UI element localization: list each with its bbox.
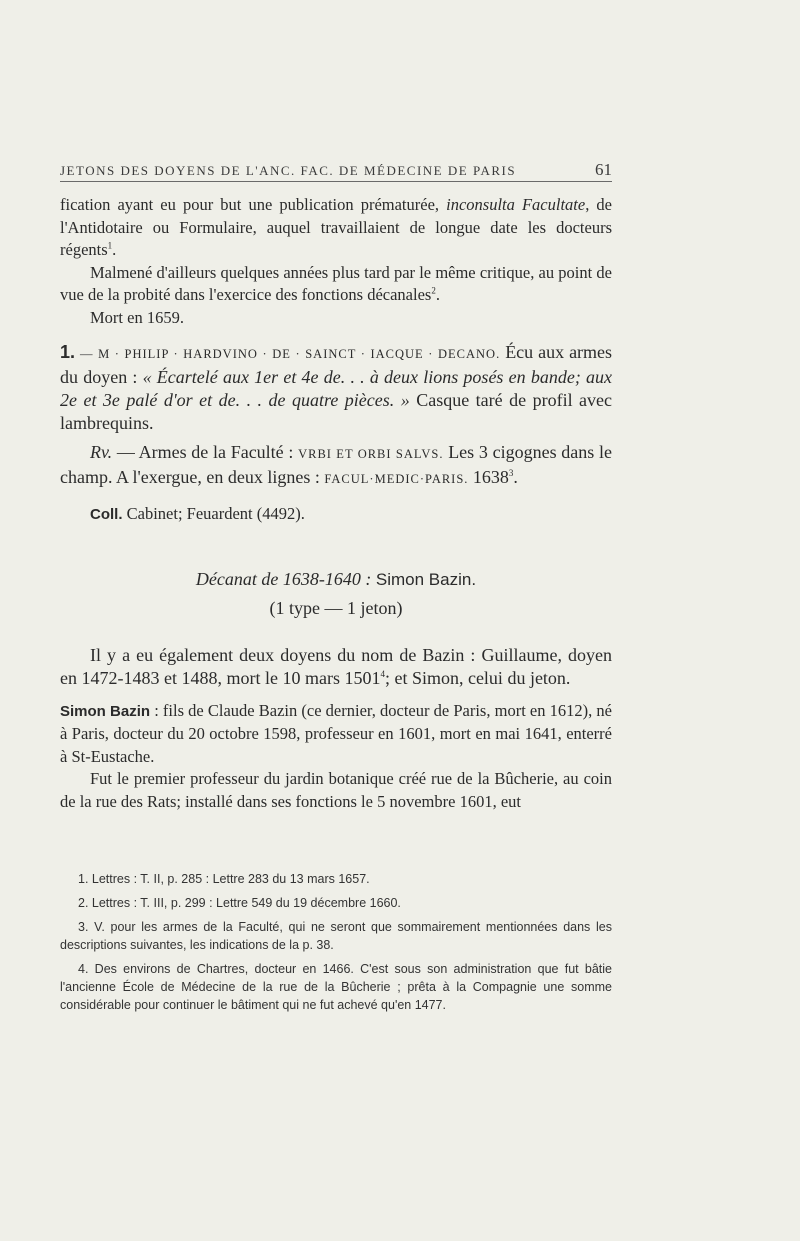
collections — [60, 503, 612, 527]
coll-label: Coll. — [90, 506, 123, 523]
section-subtitle: (1 type — 1 jeton) — [269, 597, 403, 618]
footnote-3: 3. V. pour les armes de la Faculté, qui ne seront que sommairement mentionnées dans les descriptions suivantes, les indications de la p. 38. — [60, 920, 612, 952]
paragraph-5 — [60, 700, 612, 769]
paragraph-4 — [60, 644, 612, 690]
item-number: 1. — [60, 342, 76, 362]
p1-text-c: , de l'Antidotaire ou Formulaire, auquel travaillaient de longue date les docteurs régents — [60, 195, 613, 259]
rv-year: 1638 — [472, 467, 509, 487]
item-casque: Casque taré de profil avec lambrequins. — [60, 390, 613, 433]
paragraph-2: Malmené d'ailleurs quelques années plus tard par le même critique, au point de vue de la probité dans l'exercice des fonctions décanales$^2$. — [60, 262, 612, 304]
p5-text: : fils de Claude Bazin (ce dernier, docteur de Paris, mort en 1612), né à Paris, docteur du 20 octobre 1598, professeur en 1601, mort en mai 1641, enterré à St-Eustache. — [60, 700, 612, 766]
rv-legend-2: FACUL·MEDIC·PARIS. — [324, 472, 469, 486]
paragraph-3: Mort en 1659. — [90, 307, 184, 327]
footnotes — [60, 870, 612, 1020]
item-legend: M · PHILIP · HARDVINO · DE · SAINCT · IACQUE · DECANO. — [98, 347, 501, 361]
p2-text: Malmené d'ailleurs quelques années plus tard par le même critique, au point de vue de la probité dans l'exercice des fonctions décanales — [60, 262, 612, 304]
footnote-ref-2: 2 — [431, 285, 436, 296]
item-ecu: Écu aux armes du doyen : — [60, 342, 613, 387]
p4-text-a: Il y a eu également deux doyens du nom de Bazin : Guillaume, doyen en 1472-1483 et 1488, mort le 10 mars 1501 — [60, 644, 612, 688]
coll-text: Cabinet; Feuardent (4492). — [126, 504, 305, 523]
section-title-italic: Décanat de 1638-1640 : — [195, 568, 372, 589]
running-title: JETONS DES DOYENS DE L'ANC. FAC. DE MÉDECINE DE PARIS — [60, 163, 517, 178]
paragraph-1: fication ayant eu pour but une publication prématurée, inconsulta Facultate, de l'Antidotaire ou Formulaire, auquel travaillaient de longue date les docteurs régents$^1$. — [60, 195, 613, 259]
footnote-ref-1: 1 — [107, 240, 113, 251]
jeton-item: 1. — M · PHILIP · HARDVINO · DE · SAINCT · IACQUE · DECANO. Écu aux armes du doyen : « Écartelé aux 1er et 4e de. . . à deux lions posés en bande; aux 2e et 3e palé d'or et de. . . de quatre pièces. » Casque taré de profil avec lambrequins. — [60, 342, 613, 433]
footnote-1: 1. Lettres : T. II, p. 285 : Lettre 283 du 13 mars 1657. — [78, 872, 370, 886]
main-text — [60, 194, 612, 813]
section-title-name: Simon Bazin. — [375, 569, 477, 589]
header-rule — [60, 181, 612, 182]
footnote-ref-4: 4 — [380, 668, 385, 679]
paragraph-6: Fut le premier professeur du jardin botanique créé rue de la Bûcherie, au coin de la rue des Rats; installé dans ses fonctions le 5 novembre 1601, eut — [60, 769, 612, 811]
reverse-description: Rv. — Armes de la Faculté : VRBI ET ORBI SALVS. Les 3 cigognes dans le champ. A l'exergue, en deux lignes : FACUL·MEDIC·PARIS. 1638$^3$. — [60, 442, 612, 487]
page-number: 61 — [595, 160, 612, 179]
rv-text-a: — Armes de la Faculté : — [116, 442, 294, 462]
section-heading — [60, 565, 612, 622]
rv-label: Rv. — [90, 442, 113, 462]
rv-text-b: Les 3 cigognes dans le champ. A l'exergue, en deux lignes : — [60, 442, 612, 487]
p1-italic: inconsulta Facultate — [446, 195, 586, 214]
footnote-4: 4. Des environs de Chartres, docteur en 1466. C'est sous son administration que fut bâtie l'ancienne École de Médecine de la rue de la Bûcherie ; prêta à la Compagnie une somme considérable pour continuer le bâtiment qui ne fut achevé qu'en 1477. — [60, 962, 612, 1012]
p1-text-a: fication ayant eu pour but une publication prématurée, — [60, 195, 440, 214]
p5-name: Simon Bazin — [60, 702, 151, 720]
running-header — [60, 160, 612, 180]
p4-text-b: ; et Simon, celui du jeton. — [384, 667, 571, 688]
footnote-ref-3: 3 — [508, 468, 514, 478]
item-blazon: « Écartelé aux 1er et 4e de. . . à deux lions posés en bande; aux 2e et 3e palé d'or et de. . . de quatre pièces. » — [60, 367, 612, 410]
footnote-2: 2. Lettres : T. III, p. 299 : Lettre 549 du 19 décembre 1660. — [78, 896, 401, 910]
rv-legend: VRBI ET ORBI SALVS. — [298, 447, 444, 461]
